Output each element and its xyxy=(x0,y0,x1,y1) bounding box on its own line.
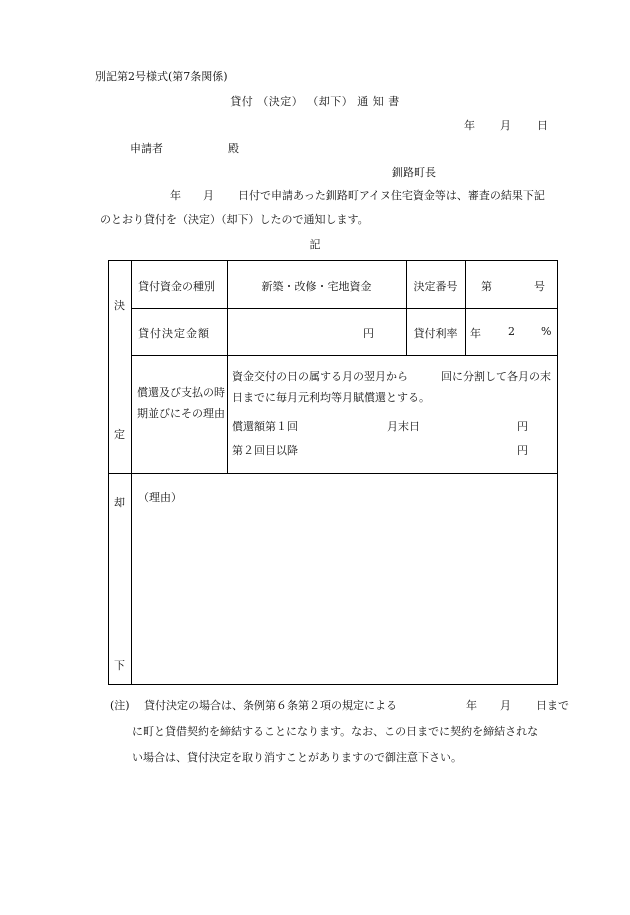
interest-rate-label: 貸付利率 xyxy=(413,327,458,340)
note-year: 年 xyxy=(466,699,477,712)
loan-amount-unit: 円 xyxy=(363,327,374,340)
interest-rate-year: 年 xyxy=(470,327,481,340)
body-line1-text: 日付で申請あった釧路町アイヌ住宅資金等は、審査の結果下記 xyxy=(238,189,545,202)
repayment-first-label: 償還額第１回 xyxy=(232,420,298,433)
repayment-first-month: 月末日 xyxy=(387,420,420,433)
repayment-method-text: 資金交付の日の属する月の翌月から 回に分割して各月の末日までに毎月元利均等月賦償還とする。 xyxy=(232,370,551,404)
note-prefix: (注) xyxy=(110,699,130,712)
repayment-second-label: 第２回目以降 xyxy=(232,444,298,457)
loan-amount-label: 貸付決定金額 xyxy=(138,327,210,340)
body-month: 月 xyxy=(203,189,214,202)
body-line2-text: のとおり貸付を（決定）（却下）したので通知します。 xyxy=(100,213,369,226)
honorific: 殿 xyxy=(228,142,239,155)
note-month: 月 xyxy=(500,699,511,712)
loan-type-value: 新築・改修・宅地資金 xyxy=(261,280,372,293)
repayment-second-unit: 円 xyxy=(517,444,528,457)
note-line2: に町と貸借契約を締結することになります。なお、この日までに契約を締結されな xyxy=(132,725,539,738)
rejection-side-bottom: 下 xyxy=(114,659,125,672)
interest-rate-value: 2 xyxy=(508,325,515,338)
applicant-label: 申請者 xyxy=(130,142,163,155)
decision-table xyxy=(108,260,558,685)
loan-type-label: 貸付資金の種別 xyxy=(138,280,215,293)
decision-side-top: 決 xyxy=(114,299,125,312)
repayment-label: 償還及び支払の時期並びにその理由 xyxy=(137,386,225,420)
note-line3: い場合は、貸付決定を取り消すことがありますので御注意下さい。 xyxy=(132,751,462,764)
decision-number-suffix: 号 xyxy=(534,280,545,293)
form-reference: 別記第2号様式(第7条関係) xyxy=(95,70,228,83)
decision-side-bottom: 定 xyxy=(114,428,125,441)
body-year: 年 xyxy=(170,189,181,202)
ki-label: 記 xyxy=(309,238,321,251)
date-day-label: 日 xyxy=(537,119,548,132)
date-month-label: 月 xyxy=(500,119,511,132)
issuer-name: 釧路町長 xyxy=(392,166,436,179)
note-line1-text: 貸付決定の場合は、条例第６条第２項の規定による xyxy=(144,699,397,712)
interest-rate-unit: % xyxy=(541,325,552,338)
rejection-side-top: 却 xyxy=(114,496,125,509)
document-title: 貸付 （決定） （却下） 通 知 書 xyxy=(230,95,400,108)
note-day-until: 日まで xyxy=(536,699,569,712)
decision-number-label: 決定番号 xyxy=(413,280,458,293)
rejection-reason-label: （理由） xyxy=(138,491,182,504)
repayment-first-unit: 円 xyxy=(517,420,528,433)
decision-number-prefix: 第 xyxy=(481,280,492,293)
date-year-label: 年 xyxy=(464,119,475,132)
